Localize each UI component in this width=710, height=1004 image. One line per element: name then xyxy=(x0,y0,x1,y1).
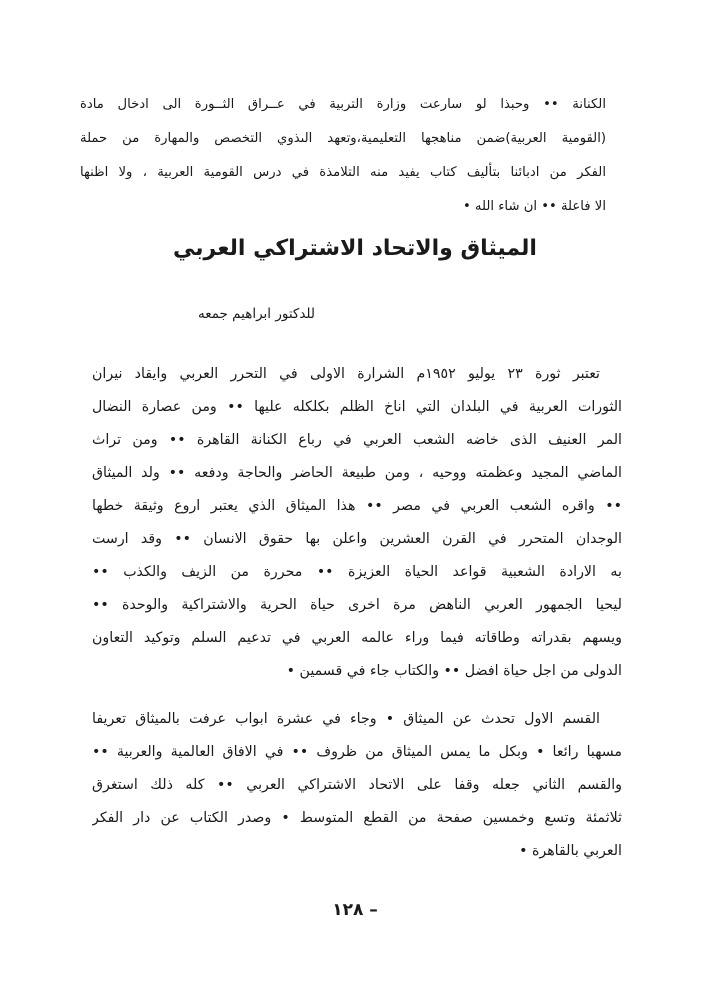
body1-line-4: الماضي المجيد وعظمته ووحيه ، ومن طبيعة الحاضر والحاجة ودفعه •• ولد الميثاق xyxy=(92,465,622,481)
body2-line-2: مسهبا رائعا • وبكل ما يمس الميثاق من ظروف •• في الافاق العالمية والعربية •• xyxy=(92,744,622,760)
body-paragraph-2 xyxy=(92,703,622,868)
body1-line-2: الثورات العربية في البلدان التي اناخ الظلم بكلكله عليها •• ومن عصارة النضال xyxy=(92,399,622,415)
body1-line-7: به الارادة الشعبية قواعد الحياة العزيزة •• محررة من الزيف والكذب •• xyxy=(92,564,622,580)
body1-line-1: تعتبر ثورة ٢٣ يوليو ١٩٥٢م الشرارة الاولى في التحرر العربي وايقاد نيران xyxy=(92,366,601,382)
intro-paragraph xyxy=(80,88,606,224)
intro-line-4: الا فاعلة •• ان شاء الله • xyxy=(462,199,606,214)
body2-line-1: القسم الاول تحدث عن الميثاق • وجاء في عشرة ابواب عرفت بالميثاق تعريفا xyxy=(92,711,600,727)
body2-line-3: والقسم الثاني جعله وقفا على الاتحاد الاشتراكي العربي •• كله ذلك استغرق xyxy=(92,777,622,793)
body-paragraph-1 xyxy=(92,358,622,688)
page-number: – ١٢٨ xyxy=(332,900,378,920)
body2-line-5: العربي بالقاهرة • xyxy=(519,843,622,859)
body1-line-3: المر العنيف الذى خاضه الشعب العربي في رباع الكنانة القاهرة •• ومن تراث xyxy=(92,432,622,448)
body2-line-4: ثلاثمئة وتسع وخمسين صفحة من القطع المتوسط • وصدر الكتاب عن دار الفكر xyxy=(92,810,622,826)
article-author: للدكتور ابراهيم جمعه xyxy=(197,306,315,322)
body1-line-8: ليحيا الجمهور العربي الناهض مرة اخرى حياة الحرية والاشتراكية والوحدة •• xyxy=(92,597,622,613)
body1-line-9: ويسهم بقدراته وطاقاته فيما وراء عالمه العربي في تدعيم السلم وتوكيد التعاون xyxy=(92,630,622,646)
body1-line-5: •• واقره الشعب العربي في مصر •• هذا الميثاق الذي يعتبر اروع وثيقة خطها xyxy=(92,498,622,514)
intro-line-2: (القومية العربية)ضمن مناهجها التعليمية،وتعهد الىذوي التخصص والمهارة من حملة xyxy=(80,131,606,146)
body1-line-6: الوجدان المتحرر في القرن العشرين واعلن بها حقوق الانسان •• وقد ارست xyxy=(92,531,622,547)
body1-line-10: الدولى من اجل حياة افضل •• والكتاب جاء في قسمين • xyxy=(286,663,622,679)
article-title: الميثاق والاتحاد الاشتراكي العربي xyxy=(173,236,537,261)
intro-line-3: الفكر من ادبائنا بتأليف كتاب يفيد منه التلامذة في درس القومية العربية ، ولا اظنها xyxy=(80,165,606,180)
intro-line-1: الكنانة •• وحبذا لو سارعت وزارة التربية في عــراق الثــورة الى ادخال مادة xyxy=(80,97,606,112)
